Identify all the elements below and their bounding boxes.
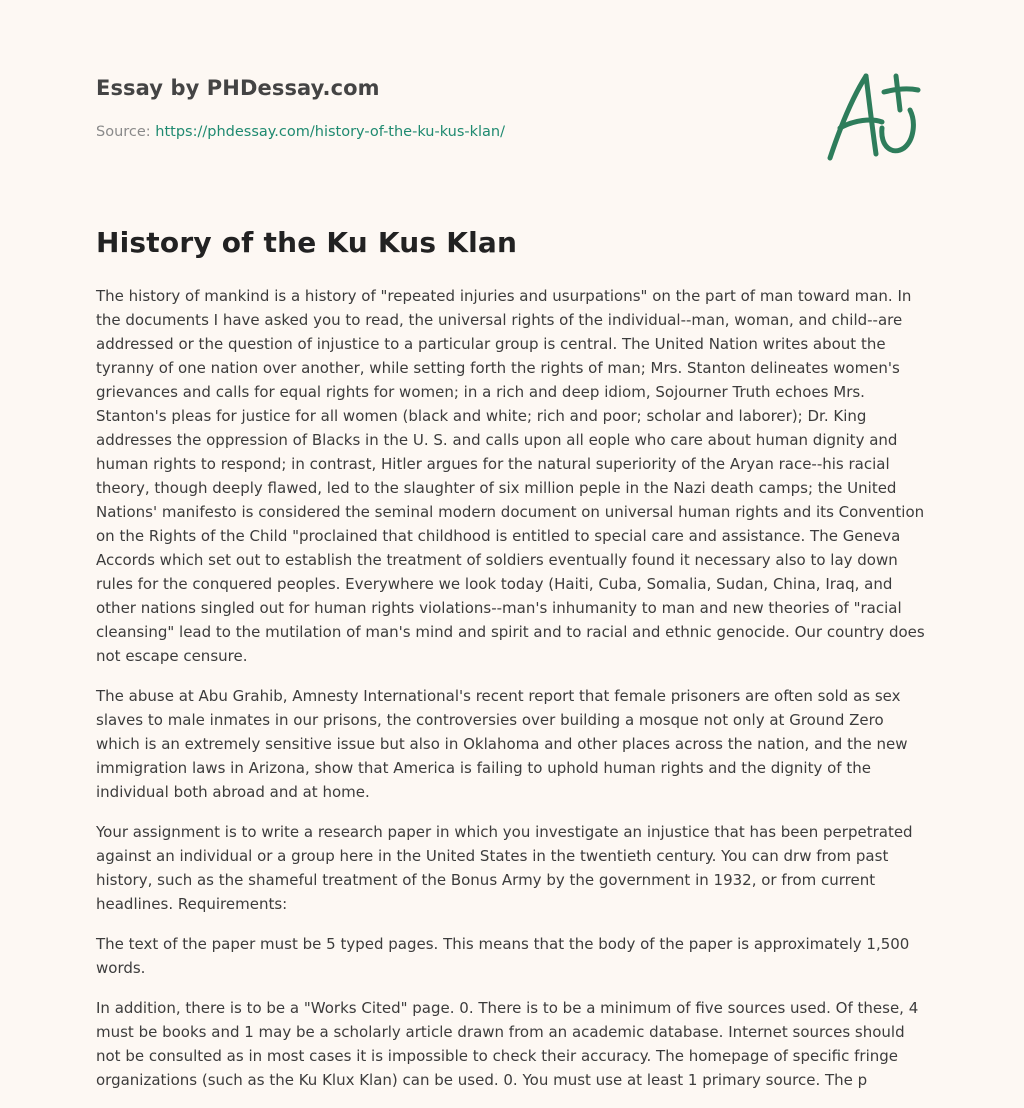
brand-title: Essay by PHDessay.com (96, 76, 380, 100)
source-link[interactable]: https://phdessay.com/history-of-the-ku-kus-klan/ (155, 124, 506, 140)
essay-body (96, 284, 930, 1108)
source-line (96, 124, 736, 140)
essay-paragraph: In addition, there is to be a "Works Cited" page. 0. There is to be a minimum of five sources used. Of these, 4 must be books and 1 may be a scholarly article drawn from an academic database. Internet sources should not be consulted as in most cases it is impossible to check their accuracy. The homepage of specific fringe organizations (such as the Ku Klux Klan) can be used. 0. You must use at least 1 primary source. The p (96, 999, 919, 1089)
essay-paragraph: Your assignment is to write a research paper in which you investigate an injustice that has been perpetrated against an individual or a group here in the United States in the twentieth century. You can drw from past history, such as the shameful treatment of the Bonus Army by the government in 1932, or from current headlines. Requirements: (96, 823, 913, 913)
essay-paragraph: The history of mankind is a history of "repeated injuries and usurpations" on the part of man toward man. In the documents I have asked you to read, the universal rights of the individual--man, woman, and child--are addressed or the question of injustice to a particular group is central. The United Nation writes about the tyranny of one nation over another, while setting forth the rights of man; Mrs. Stanton delineates women's grievances and calls for equal rights for women; in a rich and deep idiom, Sojourner Truth echoes Mrs. Stanton's pleas for justice for all women (black and white; rich and poor; scholar and laborer); Dr. King addresses the oppression of Blacks in the U. S. and calls upon all eople who care about human dignity and human rights to respond; in contrast, Hitler argues for the natural superiority of the Aryan race--his racial theory, though deeply flawed, led to the slaughter of six million peple in the Nazi death camps; the United Nations' manifesto is considered the seminal modern document on universal human rights and its Convention on the Rights of the Child "proclained that childhood is entitled to special care and assistance. The Geneva Accords which set out to establish the treatment of soldiers eventually found it necessary also to lay down rules for the conquered peoples. Everywhere we look today (Haiti, Cuba, Somalia, Sudan, China, Iraq, and other nations singled out for human rights violations--man's inhumanity to man and new theories of "racial cleansing" lead to the mutilation of man's mind and spirit and to racial and ethnic genocide. Our country does not escape censure. (96, 287, 925, 665)
source-label: Source: (96, 124, 156, 140)
a-plus-grade-icon (820, 66, 930, 166)
document-header (96, 76, 736, 140)
essay-paragraph: The abuse at Abu Grahib, Amnesty International's recent report that female prisoners are often sold as sex slaves to male inmates in our prisons, the controversies over building a mosque not only at Ground Zero which is an extremely sensitive issue but also in Oklahoma and other places across the nation, and the new immigration laws in Arizona, show that America is failing to uphold human rights and the dignity of the individual both abroad and at home. (96, 687, 908, 801)
essay-paragraph: The text of the paper must be 5 typed pages. This means that the body of the paper is approximately 1,500 words. (96, 935, 910, 977)
essay-title: History of the Ku Kus Klan (96, 226, 518, 259)
